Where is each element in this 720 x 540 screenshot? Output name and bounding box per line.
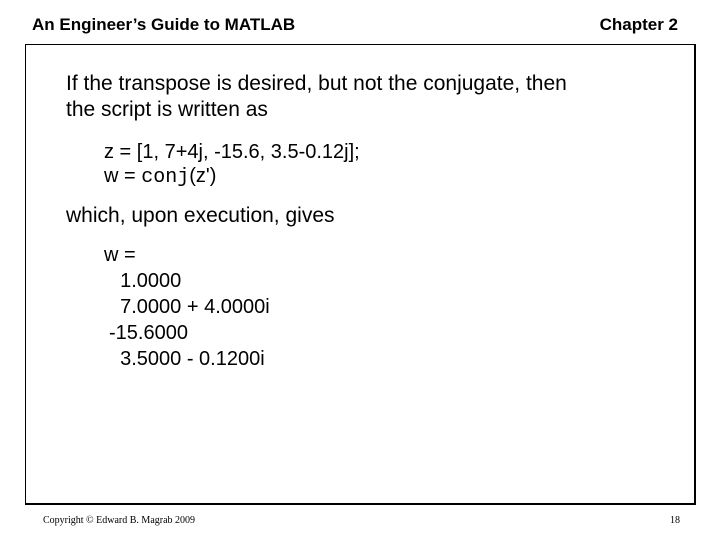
output-row: 1.0000 [109, 270, 182, 292]
footer-page-number: 18 [670, 515, 680, 526]
code-line-2-suffix: (z') [189, 165, 217, 187]
output-row: -15.6000 [109, 322, 188, 344]
code-line-1: z = [1, 7+4j, -15.6, 3.5-0.12j]; [104, 141, 360, 163]
code-line-2-prefix: w = [104, 165, 142, 187]
result-intro: which, upon execution, gives [66, 204, 335, 227]
header-title: An Engineer’s Guide to MATLAB [32, 15, 296, 34]
footer-copyright: Copyright © Edward B. Magrab 2009 [43, 515, 196, 526]
code-line-2-func: conj [141, 166, 190, 189]
output-row: 3.5000 - 0.1200i [109, 348, 265, 370]
output-var: w = [104, 244, 136, 266]
code-line-2 [104, 164, 216, 190]
intro-line-1: If the transpose is desired, but not the conjugate, then [66, 72, 567, 95]
intro-line-2: the script is written as [66, 98, 268, 121]
header-chapter: Chapter 2 [599, 15, 678, 34]
output-row: 7.0000 + 4.0000i [109, 296, 270, 318]
